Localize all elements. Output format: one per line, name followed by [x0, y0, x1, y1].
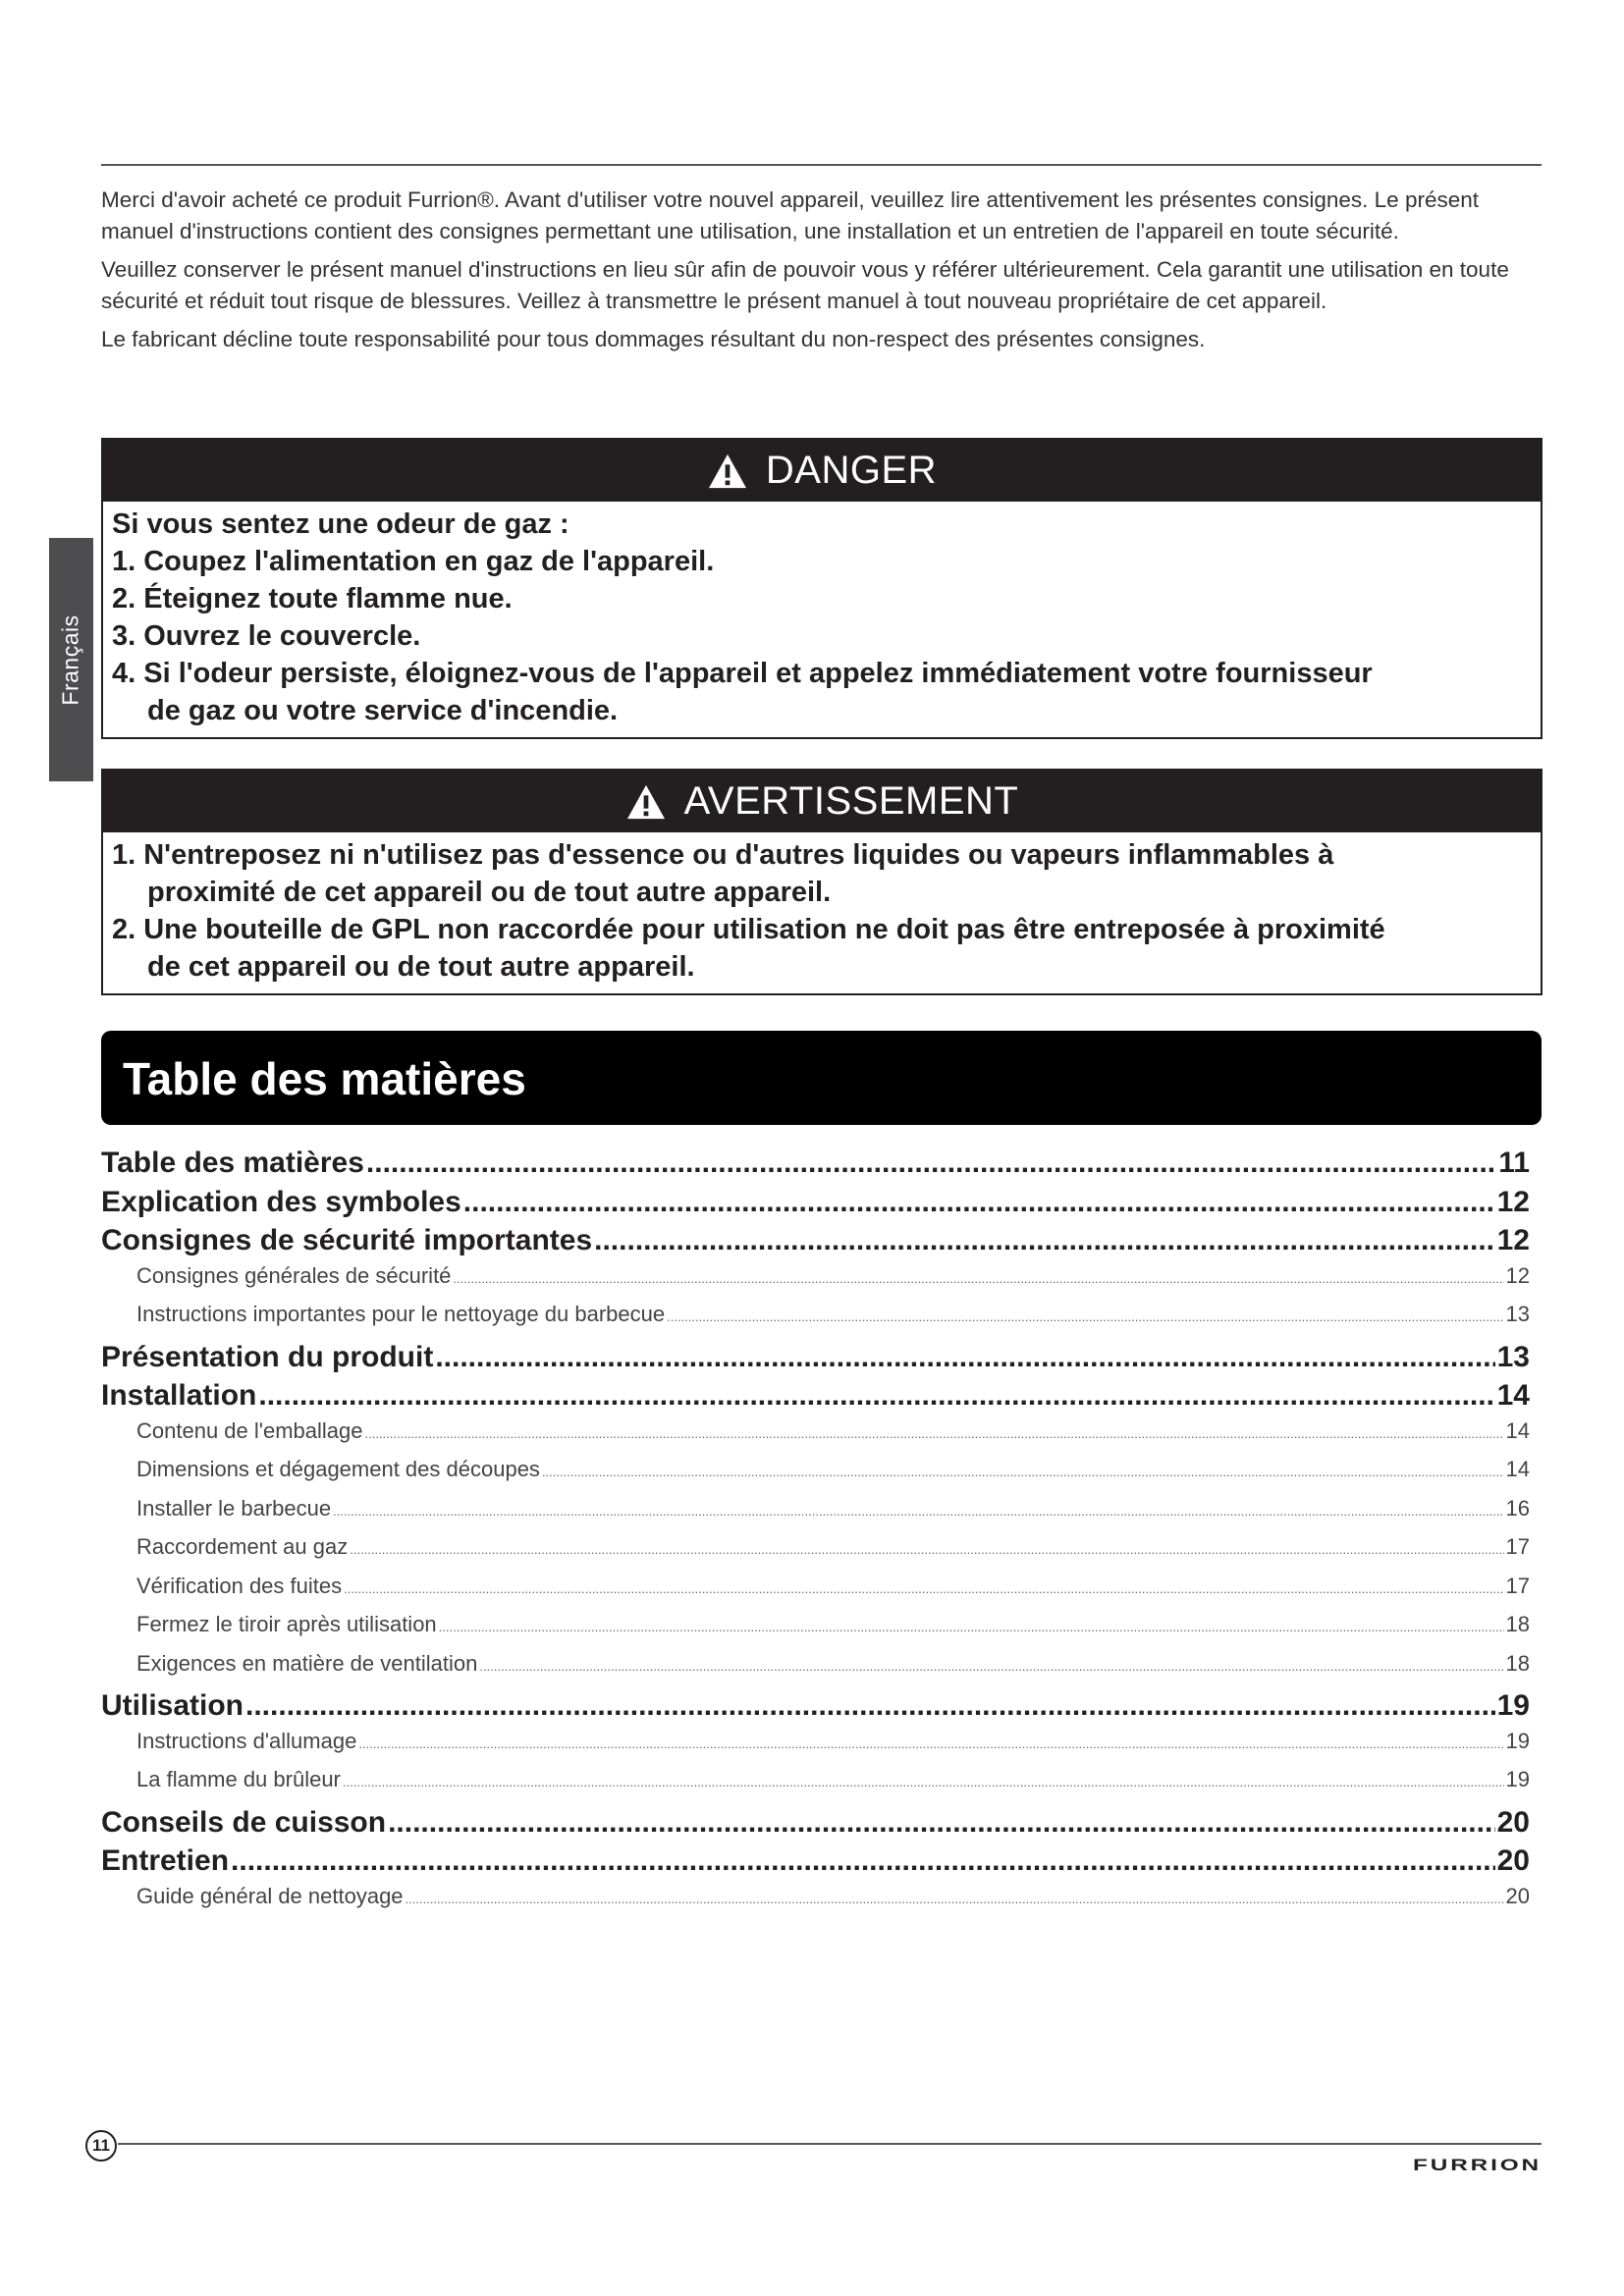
warning-item-1: 1. N'entreposez ni n'utilisez pas d'essence ou d'autres liquides ou vapeurs inflammables à	[112, 839, 1334, 871]
toc-leader	[439, 1620, 1504, 1634]
toc-leader	[453, 1271, 1503, 1286]
toc-entry-page: 17	[1505, 1534, 1530, 1559]
toc-leader	[435, 1341, 1494, 1374]
toc-entry-title: Présentation du produit	[101, 1340, 434, 1373]
toc-entry-page: 19	[1496, 1689, 1530, 1722]
toc-leader	[245, 1689, 1495, 1723]
toc-entry-title: Conseils de cuisson	[101, 1805, 387, 1839]
toc-leader	[350, 1542, 1503, 1557]
toc-leader	[333, 1504, 1503, 1519]
toc-subentry[interactable]	[101, 1612, 1530, 1651]
toc-entry-title: Guide général de nettoyage	[136, 1883, 404, 1908]
toc-entry-page: 14	[1496, 1379, 1530, 1412]
toc-subentry[interactable]	[101, 1496, 1530, 1535]
toc-entry-title: Installation	[101, 1379, 257, 1412]
toc-entry-title: Consignes de sécurité importantes	[101, 1224, 593, 1256]
toc-entry-title: Instructions d'allumage	[136, 1728, 357, 1753]
danger-intro: Si vous sentez une odeur de gaz :	[112, 508, 569, 540]
toc-entry-page: 13	[1496, 1340, 1530, 1373]
language-tab	[49, 538, 93, 781]
toc-entry-title: Utilisation	[101, 1689, 244, 1722]
table-of-contents	[101, 1147, 1530, 1922]
toc-leader	[667, 1309, 1503, 1324]
toc-entry-page: 17	[1505, 1573, 1530, 1598]
toc-entry-page: 20	[1496, 1805, 1530, 1839]
language-tab-label: Français	[58, 614, 84, 706]
toc-leader	[344, 1581, 1503, 1596]
toc-entry-page: 12	[1505, 1262, 1530, 1288]
toc-subentry[interactable]	[101, 1729, 1530, 1768]
warning-item-2-continued: de cet appareil ou de tout autre appareil.	[147, 951, 695, 983]
toc-subentry[interactable]	[101, 1534, 1530, 1574]
toc-entry-page: 14	[1505, 1457, 1530, 1481]
danger-item-3: 3. Ouvrez le couvercle.	[112, 620, 421, 652]
furrion-logo-text: FURRION	[1413, 2156, 1542, 2173]
toc-entry-page: 18	[1505, 1612, 1530, 1636]
warning-title: AVERTISSEMENT	[683, 779, 1019, 823]
toc-leader	[388, 1806, 1495, 1840]
toc-entry-page: 18	[1505, 1650, 1530, 1676]
danger-header	[103, 440, 1541, 502]
toc-leader	[231, 1844, 1495, 1878]
toc-heading: Table des matières	[123, 1053, 526, 1104]
toc-entry[interactable]	[101, 1844, 1530, 1884]
page-number	[85, 2130, 117, 2162]
toc-entry[interactable]	[101, 1341, 1530, 1380]
danger-item-4: 4. Si l'odeur persiste, éloignez-vous de l'appareil et appelez immédiatement votre fournisseur	[112, 658, 1373, 689]
toc-entry[interactable]	[101, 1147, 1530, 1186]
toc-entry[interactable]	[101, 1806, 1530, 1845]
toc-entry-page: 14	[1505, 1417, 1530, 1443]
toc-leader	[479, 1659, 1503, 1674]
toc-entry-page: 19	[1505, 1767, 1530, 1791]
warning-triangle-icon	[707, 453, 748, 490]
danger-title: DANGER	[765, 449, 938, 492]
toc-leader	[343, 1775, 1504, 1789]
intro-paragraph-1: Merci d'avoir acheté ce produit Furrion®. Avant d'utiliser votre nouvel appareil, veuillez lire attentivement les présentes consignes. Le présent manuel d'instructions contient des consignes permettant une utilisation, une installation et un entretien de l'appareil en toute sécurité.	[101, 187, 1479, 243]
toc-entry-title: Raccordement au gaz	[136, 1534, 349, 1559]
toc-entry-title: Vérification des fuites	[136, 1573, 343, 1598]
toc-entry-title: Entretien	[101, 1844, 230, 1877]
toc-entry-title: Consignes générales de sécurité	[136, 1262, 452, 1288]
furrion-logo	[1413, 2156, 1542, 2173]
danger-item-2: 2. Éteignez toute flamme nue.	[112, 583, 513, 614]
toc-entry[interactable]	[101, 1224, 1530, 1263]
toc-subentry[interactable]	[101, 1884, 1530, 1923]
toc-entry-title: La flamme du brûleur	[136, 1767, 341, 1791]
bottom-divider	[118, 2143, 1542, 2145]
toc-entry[interactable]	[101, 1186, 1530, 1225]
warning-triangle-icon	[625, 783, 667, 821]
toc-entry-title: Dimensions et dégagement des découpes	[136, 1457, 540, 1481]
intro-paragraph-2: Veuillez conserver le présent manuel d'instructions en lieu sûr afin de pouvoir vous y référer ultérieurement. Cela garantit une utilisation en toute sécurité et réduit tout risque de blessures. Veillez à transmettre le présent manuel à tout nouveau propriétaire de cet appareil.	[101, 257, 1509, 313]
danger-box	[101, 438, 1543, 739]
toc-heading-banner	[101, 1031, 1542, 1125]
page-number-label: 11	[92, 2136, 110, 2155]
toc-subentry[interactable]	[101, 1302, 1530, 1341]
toc-leader	[406, 1892, 1504, 1906]
warning-body	[103, 832, 1541, 993]
toc-entry-title: Contenu de l'emballage	[136, 1417, 363, 1443]
intro-paragraph-3: Le fabricant décline toute responsabilité pour tous dommages résultant du non-respect des présentes consignes.	[101, 327, 1206, 351]
toc-subentry[interactable]	[101, 1418, 1530, 1458]
danger-item-4-continued: de gaz ou votre service d'incendie.	[147, 695, 619, 726]
toc-subentry[interactable]	[101, 1457, 1530, 1496]
toc-leader	[594, 1224, 1494, 1257]
toc-entry-title: Fermez le tiroir après utilisation	[136, 1612, 437, 1636]
warning-item-1-continued: proximité de cet appareil ou de tout autre appareil.	[147, 877, 832, 908]
toc-entry-page: 20	[1505, 1883, 1530, 1908]
intro-text	[101, 185, 1542, 362]
toc-entry-page: 16	[1505, 1495, 1530, 1521]
toc-entry-page: 11	[1498, 1147, 1530, 1179]
toc-entry-title: Table des matières	[101, 1147, 364, 1179]
toc-entry-page: 13	[1505, 1302, 1530, 1326]
toc-entry-page: 20	[1496, 1844, 1530, 1877]
toc-entry-page: 19	[1505, 1728, 1530, 1753]
toc-entry-page: 12	[1496, 1224, 1530, 1256]
toc-leader	[364, 1426, 1503, 1441]
toc-entry-title: Explication des symboles	[101, 1185, 461, 1218]
toc-entry[interactable]	[101, 1379, 1530, 1418]
toc-entry-title: Instructions importantes pour le nettoyage du barbecue	[136, 1302, 666, 1326]
toc-leader	[366, 1147, 1496, 1180]
danger-body	[103, 502, 1541, 737]
toc-entry[interactable]	[101, 1689, 1530, 1729]
toc-leader	[358, 1736, 1503, 1751]
danger-item-1: 1. Coupez l'alimentation en gaz de l'appareil.	[112, 546, 715, 577]
toc-subentry[interactable]	[101, 1574, 1530, 1613]
warning-item-2: 2. Une bouteille de GPL non raccordée pour utilisation ne doit pas être entreposée à proximité	[112, 914, 1385, 945]
warning-box	[101, 769, 1543, 995]
toc-entry-title: Installer le barbecue	[136, 1495, 332, 1521]
toc-subentry[interactable]	[101, 1263, 1530, 1303]
toc-subentry[interactable]	[101, 1651, 1530, 1690]
toc-subentry[interactable]	[101, 1767, 1530, 1806]
toc-leader	[542, 1465, 1504, 1479]
toc-entry-page: 12	[1496, 1185, 1530, 1218]
toc-leader	[463, 1186, 1495, 1219]
toc-leader	[258, 1379, 1494, 1413]
toc-entry-title: Exigences en matière de ventilation	[136, 1650, 478, 1676]
top-divider	[101, 164, 1542, 166]
warning-header	[103, 771, 1541, 832]
